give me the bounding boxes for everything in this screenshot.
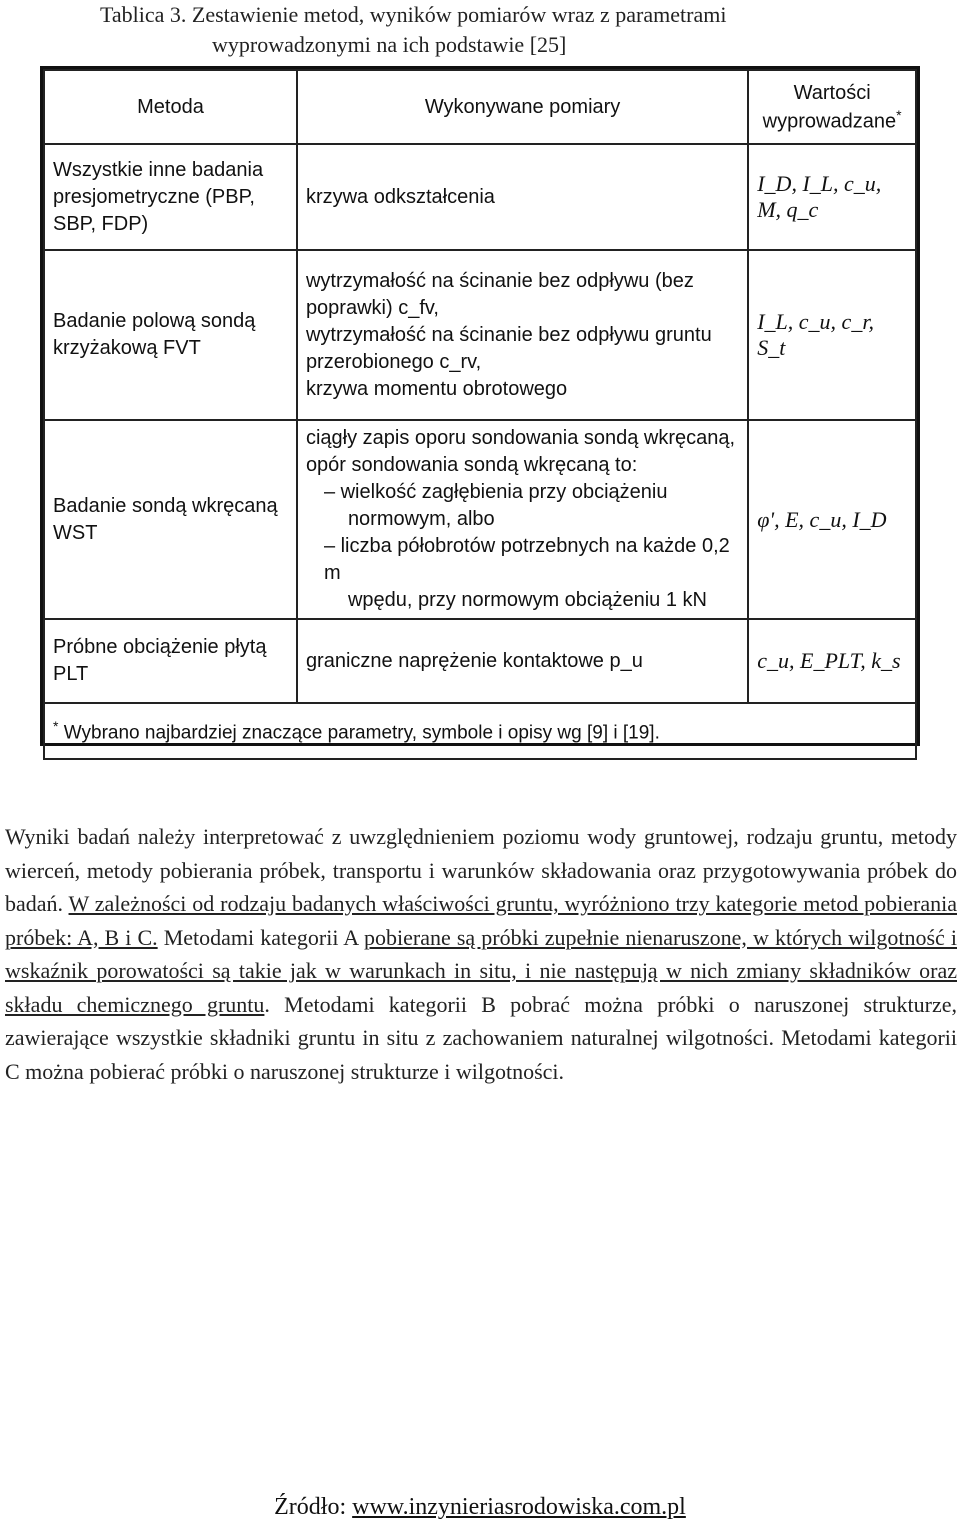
- source-link[interactable]: www.inzynieriasrodowiska.com.pl: [352, 1494, 686, 1520]
- body-paragraph: Wyniki badań należy interpretować z uwzględnieniem poziomu wody gruntowej, rodzaju gruntu, metody wierceń, metody pobierania próbek, transportu i warunków składowania oraz przygotowywania próbek do badań. W zależności od rodzaju badanych właściwości gruntu, wyróżniono trzy kategorie metod pobierania próbek: A, B i C. Metodami kategorii A pobierane są próbki zupełnie nienaruszone, w których wilgotność i wskaźnik porowatości są takie jak w warunkach in situ, i nie następują w nich zmiany składników oraz składu chemicznego gruntu. Metodami kategorii B pobrać można próbki o naruszonej strukturze, zawierające wszystkie składniki gruntu in situ z zachowaniem naturalnej wilgotności. Metodami kategorii C można pobierać próbki o naruszonej strukturze i wilgotności.: [5, 824, 957, 1084]
- methods-table: [40, 66, 920, 746]
- underlined-text: pobierane są próbki zupełnie nienaruszone, w których wilgotność i wskaźnik porowatości są takie jak w warunkach in situ, i nie następują w nich zmiany składników oraz składu chemicznego gruntu: [5, 924, 957, 1017]
- values-cell: I_D, I_L, c_u, M, q_c: [748, 144, 916, 250]
- method-cell: Wszystkie inne badania presjometryczne (PBP, SBP, FDP): [44, 144, 297, 250]
- underlined-text: W zależności od rodzaju badanych właściwości gruntu, wyróżniono trzy kategorie metod pobierania próbek: A, B i C.: [5, 891, 957, 950]
- caption-line-1: Tablica 3. Zestawienie metod, wyników pomiarów wraz z parametrami: [100, 2, 727, 27]
- caption-line-2: wyprowadzonymi na ich podstawie [25]: [212, 32, 567, 57]
- header-values: Wartości wyprowadzane*: [748, 70, 916, 144]
- table-row: [44, 144, 916, 250]
- values-cell: c_u, E_PLT, k_s: [748, 619, 916, 703]
- table-row: [44, 250, 916, 420]
- measurements-cell: graniczne naprężenie kontaktowe p_u: [297, 619, 748, 703]
- method-cell: Badanie sondą wkręcaną WST: [44, 420, 297, 619]
- values-cell: φ', E, c_u, I_D: [748, 420, 916, 619]
- source-footer: Źródło: www.inzynieriasrodowiska.com.pl: [274, 1494, 686, 1520]
- table-caption: [100, 0, 860, 60]
- header-method: Metoda: [44, 70, 297, 144]
- values-cell: I_L, c_u, c_r, S_t: [748, 250, 916, 420]
- table-row: [44, 619, 916, 703]
- measurements-cell: krzywa odkształcenia: [297, 144, 748, 250]
- table-note: * Wybrano najbardziej znaczące parametry, symbole i opisy wg [9] i [19].: [44, 703, 916, 759]
- table-header-row: [44, 70, 916, 144]
- method-cell: Próbne obciążenie płytą PLT: [44, 619, 297, 703]
- header-measurements: Wykonywane pomiary: [297, 70, 748, 144]
- measurements-cell: ciągły zapis oporu sondowania sondą wkręcaną, opór sondowania sondą wkręcaną to: – wielkość zagłębienia przy obciążeniu normowym, albo – liczba półobrotów potrzebnych na każde 0,2 m wpędu, przy normowym obciążeniu 1 kN: [297, 420, 748, 619]
- method-cell: Badanie polową sondą krzyżakową FVT: [44, 250, 297, 420]
- table-note-row: [44, 703, 916, 759]
- measurements-cell: wytrzymałość na ścinanie bez odpływu (bez poprawki) c_fv, wytrzymałość na ścinanie bez odpływu gruntu przerobionego c_rv, krzywa momentu obrotowego: [297, 250, 748, 420]
- table-row: [44, 420, 916, 619]
